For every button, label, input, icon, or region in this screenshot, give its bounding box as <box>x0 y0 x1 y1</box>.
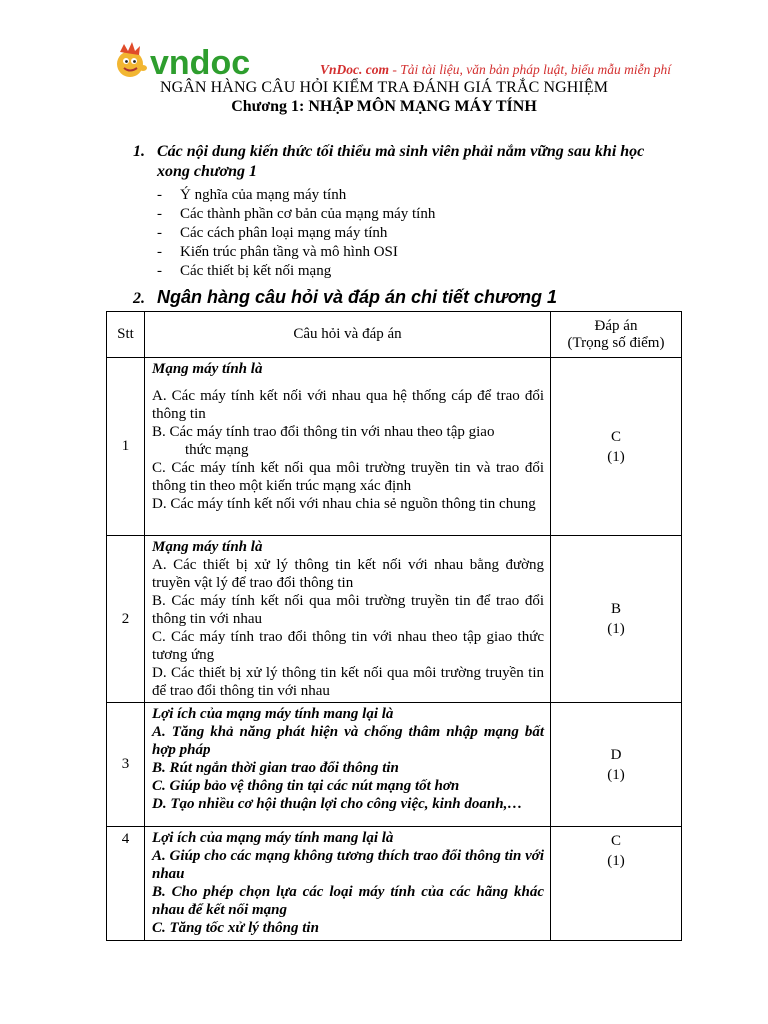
header-answer-line2: (Trọng số điểm) <box>567 334 665 351</box>
header-answer <box>551 312 682 358</box>
site-header <box>112 38 712 84</box>
section-learning-objectives <box>133 142 703 281</box>
logo-wordmark: vndoc <box>150 44 251 82</box>
section2-heading-text: Ngân hàng câu hỏi và đáp án chi tiết chương 1 <box>157 287 557 307</box>
list-item-text: Ý nghĩa của mạng máy tính <box>180 187 347 203</box>
list-item: - Các cách phân loại mạng máy tính <box>157 225 388 241</box>
section1-heading-line1: Các nội dung kiến thức tối thiểu mà sinh viên phải nắm vững sau khi học <box>157 143 645 160</box>
option-c: C. Các máy tính kết nối qua môi trường truyền tin và trao đổi thông tin theo một kiến trúc mạng xác định <box>152 460 544 494</box>
answer-weight: (1) <box>607 448 625 465</box>
vndoc-logo <box>112 38 282 82</box>
option-c: C. Tăng tốc xử lý thông tin <box>152 920 319 936</box>
list-item: - Các thiết bị kết nối mạng <box>157 263 332 279</box>
tagline-site: VnDoc. com <box>320 62 389 77</box>
section2-number: 2. <box>133 290 145 307</box>
option-b: B. Các máy tính trao đổi thông tin với nhau theo tập giao <box>152 424 495 440</box>
document-title: NGÂN HÀNG CÂU HỎI KIỂM TRA ĐÁNH GIÁ TRẮC NGHIỆM <box>159 79 609 96</box>
answer-letter: C <box>610 833 621 849</box>
option-d: D. Các thiết bị xử lý thông tin kết nối qua môi trường truyền tin để trao đổi thông tin với nhau <box>152 665 544 699</box>
tagline-rest: - Tải tài liệu, văn bản pháp luật, biểu mẫu miễn phí <box>389 62 671 77</box>
row-number: 3 <box>107 703 145 827</box>
question-title: Mạng máy tính là <box>152 361 263 377</box>
answer-cell <box>551 536 682 703</box>
list-item: - Kiến trúc phân tầng và mô hình OSI <box>157 244 398 260</box>
chapter-title: Chương 1: NHẬP MÔN MẠNG MÁY TÍNH <box>231 98 537 115</box>
answer-letter: B <box>610 601 621 617</box>
list-item-text: Các thành phần cơ bản của mạng máy tính <box>180 206 436 222</box>
table-row <box>107 358 682 536</box>
table-row <box>107 536 682 703</box>
answer-letter: D <box>610 746 622 763</box>
mascot-icon <box>117 42 147 77</box>
answer-cell <box>551 358 682 536</box>
question-cell <box>145 827 551 941</box>
question-title: Lợi ích của mạng máy tính mang lại là <box>152 706 394 722</box>
option-a: A. Giúp cho các mạng không tương thích trao đổi thông tin với nhau <box>152 848 544 882</box>
option-c: C. Các máy tính trao đổi thông tin với nhau theo tập giao thức tương ứng <box>152 629 544 663</box>
table-row <box>107 703 682 827</box>
header-question: Câu hỏi và đáp án <box>145 312 551 358</box>
option-b: B. Rút ngắn thời gian trao đổi thông tin <box>152 760 399 776</box>
option-b: B. Các máy tính kết nối qua môi trường truyền tin để trao đổi thông tin với nhau <box>152 593 544 627</box>
table-header-row <box>107 312 682 358</box>
site-tagline <box>320 62 671 78</box>
option-a: A. Các thiết bị xử lý thông tin kết nối với nhau bằng đường truyền vật lý để trao đổi thông tin <box>152 557 544 591</box>
option-b-continued: thức mạng <box>185 442 249 458</box>
section1-heading-text <box>157 142 644 182</box>
answer-weight: (1) <box>607 766 625 783</box>
question-title: Lợi ích của mạng máy tính mang lại là <box>152 830 394 846</box>
table-row <box>107 827 682 941</box>
row-number: 4 <box>107 827 145 941</box>
row-number: 1 <box>107 358 145 536</box>
question-title: Mạng máy tính là <box>152 539 263 555</box>
list-item-text: Các thiết bị kết nối mạng <box>180 263 332 279</box>
answer-weight: (1) <box>607 621 625 637</box>
answer-letter: C <box>610 428 621 445</box>
question-cell <box>145 703 551 827</box>
header-answer-line1: Đáp án <box>594 317 638 334</box>
header-stt: Stt <box>107 312 145 358</box>
option-c: C. Giúp bảo vệ thông tin tại các nút mạng tốt hơn <box>152 778 460 794</box>
answer-cell <box>551 703 682 827</box>
objectives-list <box>157 186 703 281</box>
question-cell <box>145 358 551 536</box>
option-a: A. Tăng khả năng phát hiện và chống thâm nhập mạng bất hợp pháp <box>152 724 544 758</box>
row-number: 2 <box>107 536 145 703</box>
list-item: - Các thành phần cơ bản của mạng máy tính <box>157 206 436 222</box>
option-a: A. Các máy tính kết nối với nhau qua hệ thống cáp để trao đổi thông tin <box>152 388 544 422</box>
answer-weight: (1) <box>607 853 625 869</box>
question-cell <box>145 536 551 703</box>
section2-heading <box>133 287 557 308</box>
option-d: D. Các máy tính kết nối với nhau chia sẻ nguồn thông tin chung <box>152 496 536 512</box>
section1-number: 1. <box>133 143 145 160</box>
list-item-text: Các cách phân loại mạng máy tính <box>180 225 388 241</box>
question-table <box>106 311 682 941</box>
answer-cell <box>551 827 682 941</box>
list-item: - Ý nghĩa của mạng máy tính <box>157 187 347 203</box>
option-b: B. Cho phép chọn lựa các loại máy tính của các hãng khác nhau để kết nối mạng <box>152 884 544 918</box>
section1-heading-line2: xong chương 1 <box>157 163 257 180</box>
list-item-text: Kiến trúc phân tầng và mô hình OSI <box>180 244 398 260</box>
section1-heading <box>133 142 703 182</box>
option-d: D. Tạo nhiều cơ hội thuận lợi cho công việc, kinh doanh,… <box>152 796 523 812</box>
